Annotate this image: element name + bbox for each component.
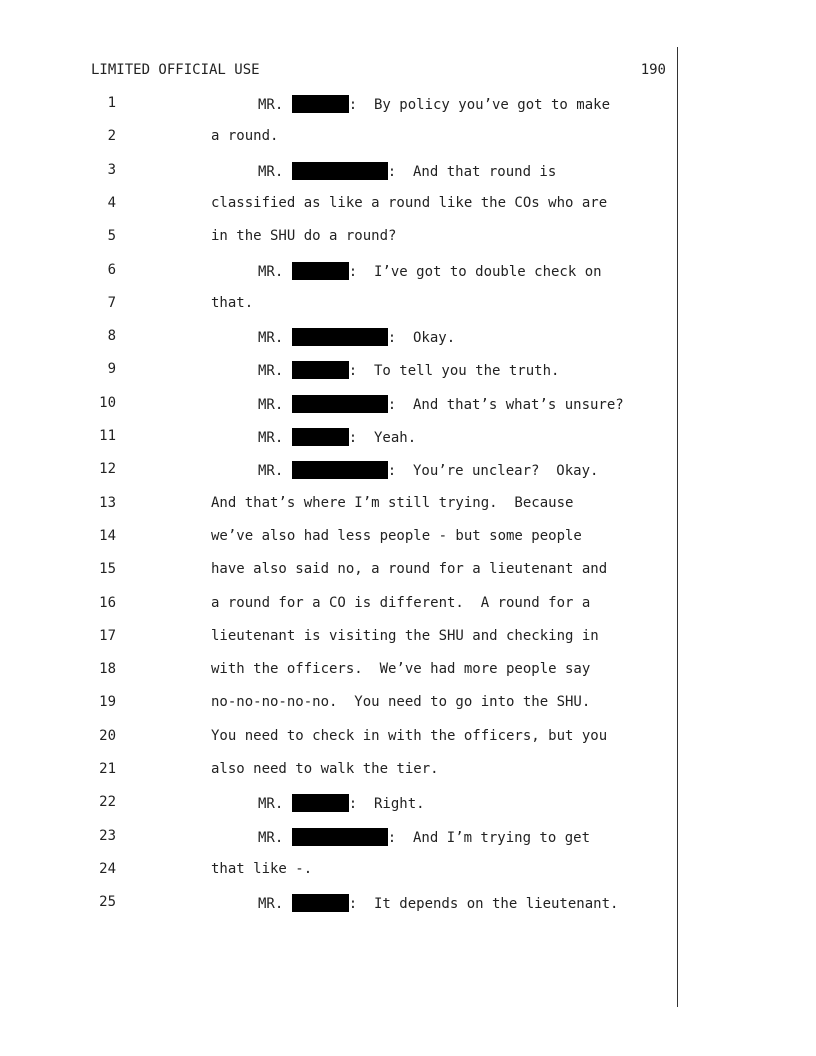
redaction-block xyxy=(292,894,349,912)
speaker-prefix: MR. xyxy=(258,97,292,113)
text-line xyxy=(211,628,599,644)
redaction-block xyxy=(292,794,349,812)
line-number: 17 xyxy=(99,628,116,644)
spoken-text: we’ve also had less people - but some people xyxy=(211,528,582,544)
line-number: 21 xyxy=(99,761,116,777)
speaker-prefix: MR. xyxy=(258,164,292,180)
speaker-prefix: MR. xyxy=(258,397,292,413)
transcript-line xyxy=(0,395,816,419)
line-number: 10 xyxy=(99,395,116,411)
spoken-text: in the SHU do a round? xyxy=(211,228,397,244)
line-number: 13 xyxy=(99,495,116,511)
spoken-text: : I’ve got to double check on xyxy=(348,264,602,280)
spoken-text: You need to check in with the officers, but you xyxy=(211,728,608,744)
spoken-text: : Okay. xyxy=(387,330,456,346)
spoken-text: a round for a CO is different. A round for a xyxy=(211,595,591,611)
line-number: 3 xyxy=(107,162,116,178)
text-line xyxy=(211,528,582,544)
spoken-text: no-no-no-no-no. You need to go into the SHU. xyxy=(211,694,591,710)
text-line xyxy=(211,495,573,511)
transcript-line xyxy=(0,861,816,885)
transcript-line xyxy=(0,495,816,519)
spoken-text: that. xyxy=(211,295,254,311)
speaker-line xyxy=(258,894,618,912)
redaction-block xyxy=(292,361,349,379)
spoken-text: : And I’m trying to get xyxy=(387,830,591,846)
line-number: 8 xyxy=(107,328,116,344)
transcript-line xyxy=(0,761,816,785)
line-number: 24 xyxy=(99,861,116,877)
line-number: 6 xyxy=(107,262,116,278)
spoken-text: that like -. xyxy=(211,861,313,877)
transcript-line xyxy=(0,728,816,752)
spoken-text: with the officers. We’ve had more people say xyxy=(211,661,591,677)
transcript-line xyxy=(0,828,816,852)
transcript-line xyxy=(0,461,816,485)
spoken-text: : And that round is xyxy=(387,164,557,180)
redaction-block xyxy=(292,328,388,346)
spoken-text: : It depends on the lieutenant. xyxy=(348,896,619,912)
transcript-line xyxy=(0,361,816,385)
speaker-line xyxy=(258,95,610,113)
transcript-line xyxy=(0,162,816,186)
line-number: 20 xyxy=(99,728,116,744)
line-number: 25 xyxy=(99,894,116,910)
speaker-prefix: MR. xyxy=(258,430,292,446)
text-line xyxy=(211,661,590,677)
transcript-line xyxy=(0,595,816,619)
transcript-line xyxy=(0,195,816,219)
transcript-line xyxy=(0,794,816,818)
text-line xyxy=(211,861,312,877)
page-number: 190 xyxy=(640,62,666,78)
redaction-block xyxy=(292,162,388,180)
line-number: 11 xyxy=(99,428,116,444)
line-number: 22 xyxy=(99,794,116,810)
spoken-text: : By policy you’ve got to make xyxy=(348,97,611,113)
line-number: 14 xyxy=(99,528,116,544)
text-line xyxy=(211,561,607,577)
speaker-line xyxy=(258,428,416,446)
text-line xyxy=(211,694,590,710)
transcript-line xyxy=(0,295,816,319)
speaker-prefix: MR. xyxy=(258,896,292,912)
speaker-line xyxy=(258,328,455,346)
text-line xyxy=(211,228,396,244)
spoken-text: a round. xyxy=(211,128,279,144)
text-line xyxy=(211,761,439,777)
transcript-line xyxy=(0,95,816,119)
spoken-text: And that’s where I’m still trying. Because xyxy=(211,495,574,511)
speaker-prefix: MR. xyxy=(258,830,292,846)
speaker-line xyxy=(258,461,598,479)
transcript-line xyxy=(0,561,816,585)
redaction-block xyxy=(292,461,388,479)
text-line xyxy=(211,295,253,311)
transcript-line xyxy=(0,328,816,352)
line-number: 16 xyxy=(99,595,116,611)
line-number: 19 xyxy=(99,694,116,710)
line-number: 15 xyxy=(99,561,116,577)
transcript-line xyxy=(0,894,816,918)
spoken-text: : You’re unclear? Okay. xyxy=(387,463,599,479)
speaker-prefix: MR. xyxy=(258,264,292,280)
line-number: 7 xyxy=(107,295,116,311)
text-line xyxy=(211,595,590,611)
text-line xyxy=(211,128,278,144)
transcript-line xyxy=(0,661,816,685)
line-number: 5 xyxy=(107,228,116,244)
speaker-prefix: MR. xyxy=(258,796,292,812)
spoken-text: : To tell you the truth. xyxy=(348,363,560,379)
line-number: 23 xyxy=(99,828,116,844)
speaker-prefix: MR. xyxy=(258,330,292,346)
speaker-line xyxy=(258,262,602,280)
speaker-line xyxy=(258,361,559,379)
speaker-prefix: MR. xyxy=(258,363,292,379)
transcript-line xyxy=(0,428,816,452)
transcript-line xyxy=(0,694,816,718)
line-number: 12 xyxy=(99,461,116,477)
line-number: 18 xyxy=(99,661,116,677)
speaker-line xyxy=(258,395,624,413)
transcript-line xyxy=(0,528,816,552)
spoken-text: have also said no, a round for a lieutenant and xyxy=(211,561,608,577)
speaker-line xyxy=(258,794,425,812)
transcript-line xyxy=(0,628,816,652)
spoken-text: : Yeah. xyxy=(348,430,417,446)
redaction-block xyxy=(292,428,349,446)
confidentiality-marking: LIMITED OFFICIAL USE xyxy=(91,62,260,78)
redaction-block xyxy=(292,95,349,113)
spoken-text: classified as like a round like the COs who are xyxy=(211,195,608,211)
redaction-block xyxy=(292,262,349,280)
text-line xyxy=(211,195,607,211)
spoken-text: lieutenant is visiting the SHU and checking in xyxy=(211,628,599,644)
spoken-text: : And that’s what’s unsure? xyxy=(387,397,624,413)
transcript-line xyxy=(0,128,816,152)
speaker-line xyxy=(258,828,590,846)
line-number: 9 xyxy=(107,361,116,377)
line-number: 1 xyxy=(107,95,116,111)
speaker-prefix: MR. xyxy=(258,463,292,479)
speaker-line xyxy=(258,162,556,180)
line-number: 2 xyxy=(107,128,116,144)
transcript-line xyxy=(0,228,816,252)
redaction-block xyxy=(292,395,388,413)
redaction-block xyxy=(292,828,388,846)
line-number: 4 xyxy=(107,195,116,211)
transcript-line xyxy=(0,262,816,286)
spoken-text: : Right. xyxy=(348,796,425,812)
spoken-text: also need to walk the tier. xyxy=(211,761,439,777)
text-line xyxy=(211,728,607,744)
